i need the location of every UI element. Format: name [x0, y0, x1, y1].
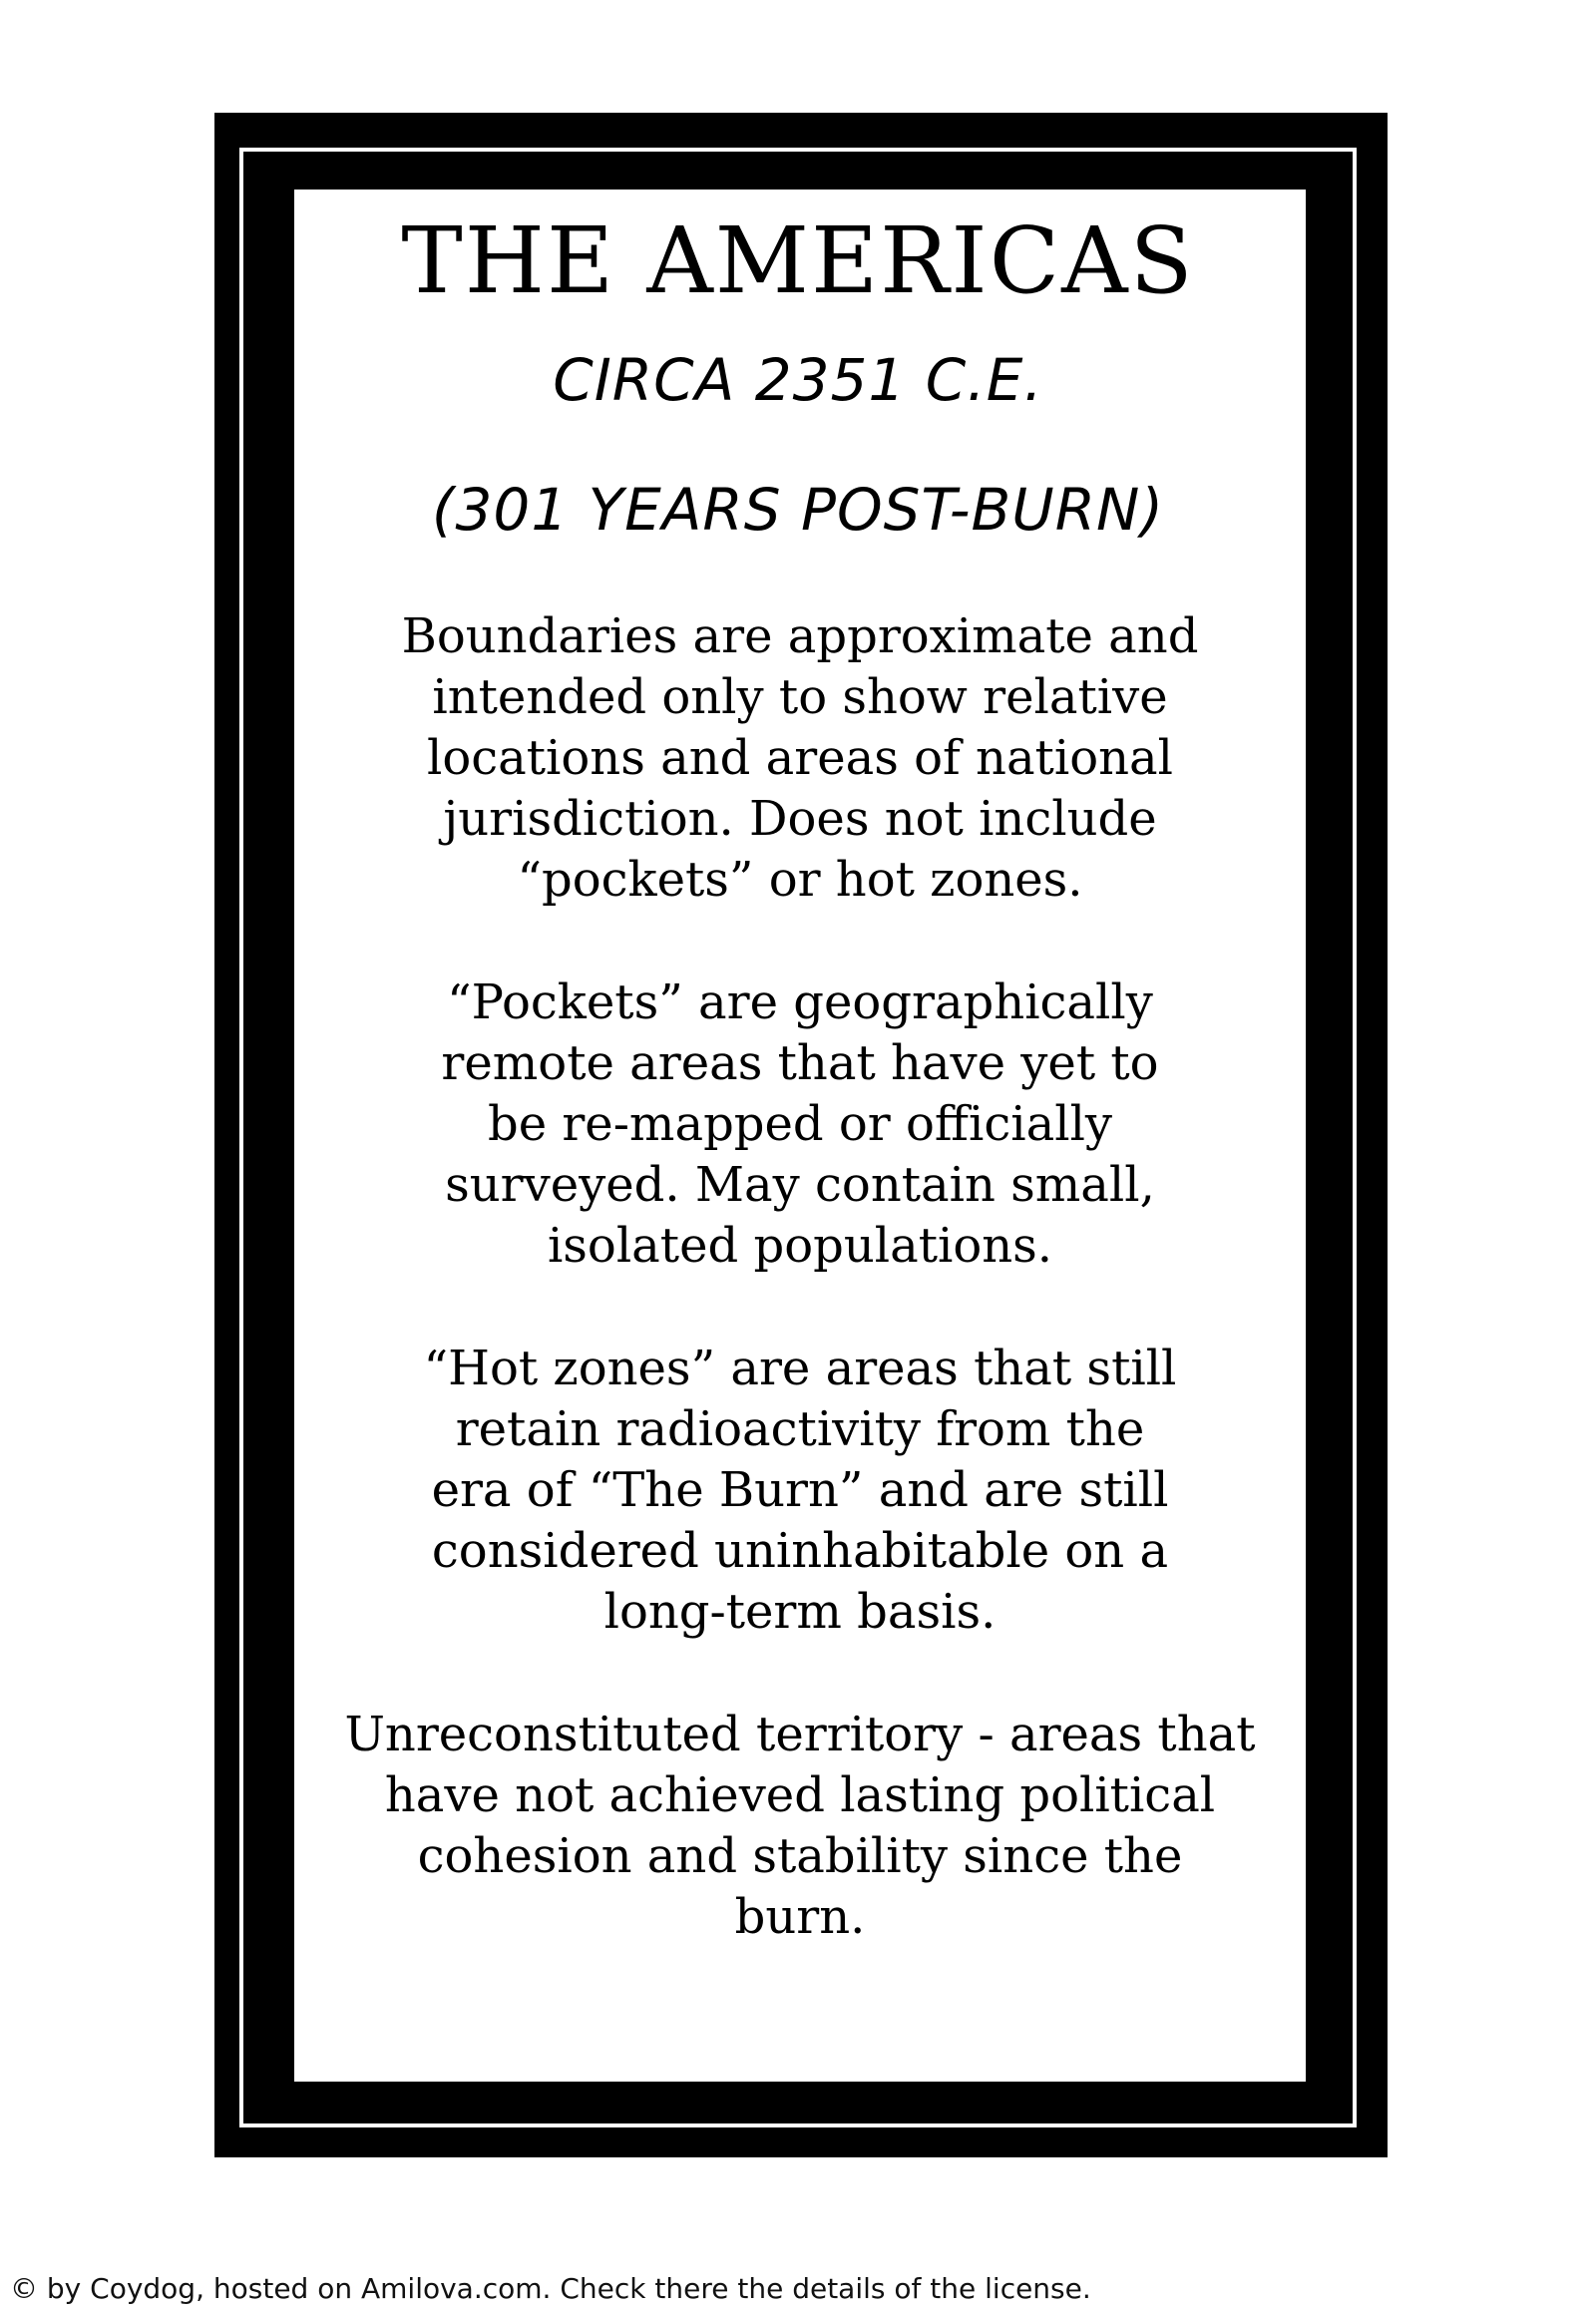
boundaries-note: [309, 606, 1291, 911]
text-line: remote areas that have yet to: [441, 1035, 1159, 1091]
hot-zones-note: [309, 1339, 1291, 1643]
text-line: Boundaries are approximate and: [401, 608, 1199, 664]
text-line: cohesion and stability since the: [417, 1828, 1183, 1884]
text-line: retain radioactivity from the: [455, 1401, 1145, 1457]
text-line: era of “The Burn” and are still: [431, 1462, 1169, 1518]
text-line: intended only to show relative: [432, 669, 1168, 725]
copyright-footer: © by Coydog, hosted on Amilova.com. Check there the details of the license.: [10, 2272, 1091, 2305]
page-title: THE AMERICAS: [401, 207, 1195, 314]
text-line: be re-mapped or officially: [487, 1096, 1113, 1152]
subtitle-date: CIRCA 2351 C.E.: [553, 346, 1043, 414]
text-line: “Pockets” are geographically: [447, 974, 1153, 1030]
text-line: “Hot zones” are areas that still: [423, 1341, 1177, 1396]
text-line: locations and areas of national: [427, 730, 1173, 786]
unreconstituted-territory-note: [309, 1705, 1291, 1948]
text-line: surveyed. May contain small,: [445, 1157, 1155, 1213]
text-line: burn.: [734, 1889, 866, 1945]
text-line: Unreconstituted territory - areas that: [344, 1707, 1256, 1762]
text-line: long-term basis.: [603, 1584, 997, 1640]
text-line: have not achieved lasting political: [384, 1767, 1216, 1823]
text-line: considered uninhabitable on a: [431, 1523, 1169, 1579]
pockets-note: [309, 972, 1291, 1277]
text-line: jurisdiction. Does not include: [443, 791, 1157, 847]
text-line: “pockets” or hot zones.: [517, 852, 1083, 908]
subtitle-years: (301 YEARS POST-BURN): [431, 476, 1165, 544]
text-line: isolated populations.: [547, 1218, 1053, 1274]
